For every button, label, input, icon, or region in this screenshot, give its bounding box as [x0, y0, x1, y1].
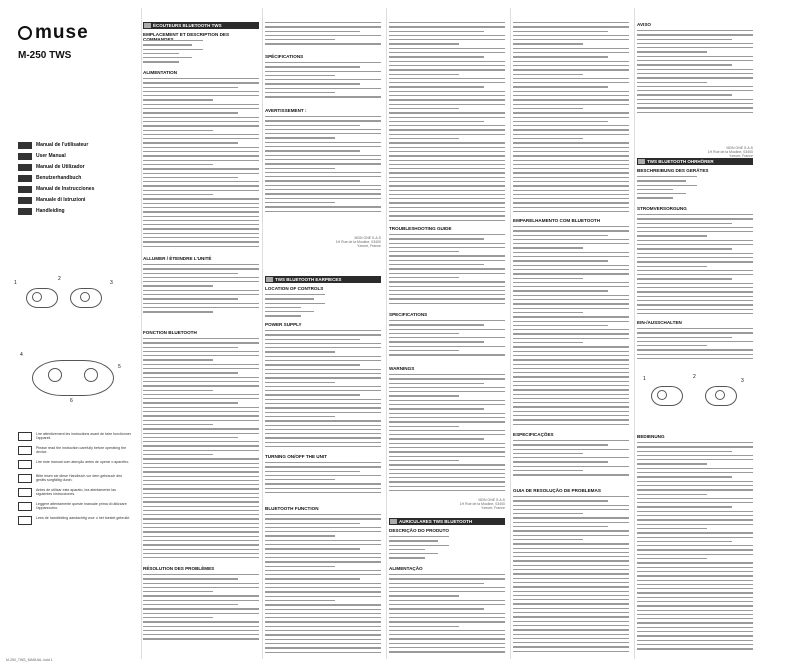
text-block — [143, 78, 259, 248]
french-english-column — [265, 0, 383, 667]
flag-icon — [144, 23, 151, 28]
text-block — [265, 62, 381, 104]
product-illustration: 1 2 3 — [14, 272, 134, 332]
text-block — [389, 320, 505, 362]
text-block — [513, 226, 629, 426]
text-block — [265, 22, 381, 50]
section-subtitle: AVERTISSEMENT : — [265, 108, 307, 113]
text-block — [265, 294, 325, 320]
flag-icon — [18, 175, 32, 182]
section-subtitle: BESCHREIBUNG DES GERÄTES — [637, 168, 709, 173]
manufacturer-address: MDN ONE S.A.S 1H Rue de la Mouline, 03400 Yzeure, France — [707, 146, 753, 158]
flag-icon — [18, 164, 32, 171]
text-block — [637, 214, 753, 314]
text-block — [637, 176, 697, 202]
section-subtitle: WARNINGS — [389, 366, 415, 371]
earbud-left-icon — [651, 386, 683, 406]
section-subtitle: DESCRIÇÃO DO PRODUTO — [389, 528, 449, 533]
brand-name: muse — [35, 22, 89, 43]
read-manual-icon — [18, 516, 32, 525]
fold-line — [141, 8, 142, 659]
text-block — [389, 374, 505, 494]
section-subtitle: ESPECIFICAÇÕES — [513, 432, 554, 437]
text-block — [637, 30, 753, 114]
section-header: TWS BLUETOOTH OHRHÖRER — [637, 158, 753, 165]
language-item: Handleiding — [18, 206, 138, 216]
section-subtitle: LOCATION OF CONTROLS — [265, 286, 324, 291]
flag-icon — [266, 277, 273, 282]
section-subtitle: ALIMENTAÇÃO — [389, 566, 423, 571]
section-header: AURICULARES TWS BLUETOOTH — [389, 518, 505, 525]
language-item: Manual de l'utilisateur — [18, 140, 138, 150]
earbud-button-icon — [715, 390, 725, 400]
flag-icon — [18, 197, 32, 204]
language-list — [18, 140, 138, 217]
charging-case-icon — [32, 360, 114, 396]
section-subtitle: EMPLACEMENT ET DESCRIPTION DES — [143, 32, 230, 37]
section-subtitle: SPECIFICATIONS — [389, 312, 428, 317]
read-manual-icon — [18, 460, 32, 469]
section-subtitle: STROMVERSORGUNG — [637, 206, 687, 211]
text-block — [143, 338, 259, 558]
section-subtitle: TROUBLESHOOTING GUIDE — [389, 226, 452, 231]
section-subtitle: EMPARELHAMENTO COM BLUETOOTH — [513, 218, 601, 223]
language-item: Manual de Utilizador — [18, 162, 138, 172]
symbol-row: Leggere attentamente queste manuale prima di utilizzare l'apparecchio. — [18, 502, 131, 511]
earbud-slot-icon — [84, 368, 98, 382]
symbol-row: Lire este manual com atenção antes de operar o aparelho. — [18, 460, 131, 469]
portuguese-german-column — [637, 0, 755, 667]
section-header: ÉCOUTEURS BLUETOOTH TWS — [143, 22, 259, 29]
section-subtitle: FONCTION BLUETOOTH — [143, 330, 197, 335]
portuguese-column — [513, 0, 631, 667]
product-illustration: 1 2 3 — [643, 372, 749, 428]
read-manual-icon — [18, 502, 32, 511]
brand-logo — [18, 22, 89, 44]
earbud-button-icon — [32, 292, 42, 302]
read-manual-icon — [18, 488, 32, 497]
text-block — [513, 22, 629, 212]
text-block — [389, 536, 449, 562]
section-subtitle: POWER SUPPLY — [265, 322, 302, 327]
manufacturer-address: MDN ONE S.A.S 1H Rue de la Mouline, 03400 Yzeure, France — [459, 498, 505, 510]
section-header: TWS BLUETOOTH EARPIECES — [265, 276, 381, 283]
cover-column — [0, 0, 140, 667]
symbol-row: Antes de utilizar este aparato, lea atentamente las siguientes instrucciones. — [18, 488, 131, 497]
section-subtitle: ALIMENTATION — [143, 70, 178, 75]
flag-icon — [18, 208, 32, 215]
language-item: User Manual — [18, 151, 138, 161]
section-subtitle: GUIA DE RESOLUÇÃO DE PROBLEMAS — [513, 488, 601, 493]
text-block — [265, 514, 381, 654]
flag-icon — [18, 186, 32, 193]
text-block — [265, 330, 381, 448]
french-column — [143, 0, 261, 667]
text-block — [265, 462, 381, 502]
model-name: M-250 TWS — [18, 50, 72, 61]
flag-icon — [638, 159, 645, 164]
earbud-button-icon — [657, 390, 667, 400]
section-subtitle: SPÉCIFICATIONS — [265, 54, 304, 59]
symbol-row: Bitte lesen sie diese Handbuch vor dem gebrauch des geräts sorgfältig durch. — [18, 474, 131, 483]
symbol-row: Lire attentivement les instructions avant de faire fonctionner l'appareil. — [18, 432, 131, 441]
text-block — [265, 116, 381, 226]
fold-line — [386, 8, 387, 659]
fold-line — [510, 8, 511, 659]
text-block — [513, 496, 629, 652]
section-subtitle: TURNING ON/OFF THE UNIT — [265, 454, 328, 459]
charging-case-illustration: 4 5 6 — [20, 352, 121, 404]
text-block — [637, 442, 753, 652]
print-footer: M-250_TWS_MANUAL.indd 1 — [6, 658, 53, 662]
logo-mark-icon — [18, 26, 32, 40]
fold-line — [262, 8, 263, 659]
section-subtitle: EIN-/AUSSCHALTEN — [637, 320, 682, 325]
text-block — [143, 40, 203, 66]
text-block — [389, 22, 505, 222]
text-block — [143, 574, 259, 652]
section-subtitle: RÉSOLUTION DES PROBLÈMES — [143, 566, 215, 571]
flag-icon — [390, 519, 397, 524]
language-item: Manual de Instrucciones — [18, 184, 138, 194]
text-block — [513, 440, 629, 482]
earbud-slot-icon — [48, 368, 62, 382]
earbud-left-icon — [26, 288, 58, 308]
read-manual-icon — [18, 446, 32, 455]
section-subtitle: AVISO — [637, 22, 651, 27]
language-item: Benutzerhandbuch — [18, 173, 138, 183]
fold-line — [634, 8, 635, 659]
language-item: Manuale di Istruzioni — [18, 195, 138, 205]
read-manual-icon — [18, 432, 32, 441]
text-block — [389, 234, 505, 306]
text-block — [637, 328, 753, 368]
symbol-row: Please read the instruction carefully before operating the device. — [18, 446, 131, 455]
symbol-row: Lees de handleiding aandachtig voor u het toestel gebruikt. — [18, 516, 131, 525]
flag-icon — [18, 153, 32, 160]
section-subtitle: BLUETOOTH FUNCTION — [265, 506, 319, 511]
english-column — [389, 0, 507, 667]
section-subtitle: BEDIENUNG — [637, 434, 665, 439]
section-subtitle: ALLUMER / ÉTEINDRE L'UNITÉ — [143, 256, 212, 261]
flag-icon — [18, 142, 32, 149]
earbud-button-icon — [80, 292, 90, 302]
manufacturer-address: MDN ONE S.A.S 1H Rue de la Mouline, 03400 Yzeure, France — [335, 236, 381, 248]
text-block — [389, 574, 505, 654]
read-manual-icon — [18, 474, 32, 483]
text-block — [143, 264, 259, 324]
